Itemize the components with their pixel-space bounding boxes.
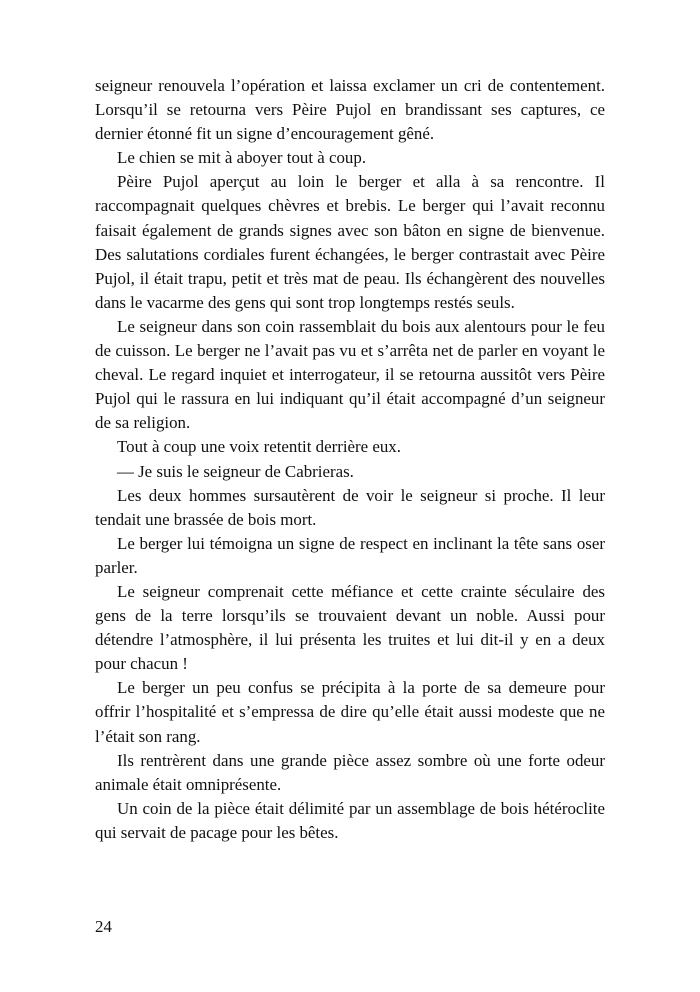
paragraph-lord-gathers-wood: Le seigneur dans son coin rassemblait du bois aux alentours pour le feu de cuisson. Le berger ne l’avait pas vu et s’arrêta net de parler en voyant le cheval. Le regard inquiet et interrogateur, il se retourna aussitôt vers Pèire Pujol qui le rassura en lui indiquant qu’il était accompagné d’un seigneur de sa religion. xyxy=(95,316,605,433)
page-body xyxy=(95,74,605,845)
paragraph-lord-understands: Le seigneur comprenait cette méfiance et cette crainte séculaire des gens de la terre lorsqu’ils se trouvaient devant un noble. Aussi pour détendre l’atmosphère, il lui présenta les truites et lui dit-il y en a deux pour chacun ! xyxy=(95,581,605,674)
page-number: 24 xyxy=(95,917,112,936)
paragraph-continuation: seigneur renouvela l’opération et laissa exclamer un cri de contentement. Lorsqu’il se retourna vers Pèire Pujol en brandissant ses captures, ce dernier étonné fit un signe d’encouragement gêné. xyxy=(95,76,605,144)
paragraph-shepherd-meeting: Pèire Pujol aperçut au loin le berger et alla à sa rencontre. Il raccompagnait quelques chèvres et brebis. Le berger qui l’avait reconnu faisait également de grands signes avec son bâton en signe de bienvenue. Des salutations cordiales furent échangées, le berger contrastait avec Pèire Pujol, il était trapu, petit et très mat de peau. Ils échangèrent des nouvelles dans le vacarme des gens qui sont trop longtemps restés seuls. xyxy=(95,172,605,312)
paragraph-dialogue-lord: — Je suis le seigneur de Cabrieras. xyxy=(117,461,354,481)
paragraph-dog-barks: Le chien se mit à aboyer tout à coup. xyxy=(117,148,367,168)
paragraph-pen-corner: Un coin de la pièce était délimité par un assemblage de bois hétéroclite qui servait de pacage pour les bêtes. xyxy=(95,798,605,842)
paragraph-men-startled: Les deux hommes sursautèrent de voir le seigneur si proche. Il leur tendait une brassée de bois mort. xyxy=(95,485,605,529)
paragraph-dark-room: Ils rentrèrent dans une grande pièce assez sombre où une forte odeur animale était omniprésente. xyxy=(95,750,605,794)
paragraph-shepherd-respect: Le berger lui témoigna un signe de respect en inclinant la tête sans oser parler. xyxy=(95,533,605,577)
paragraph-voice: Tout à coup une voix retentit derrière eux. xyxy=(117,437,401,457)
paragraph-hospitality: Le berger un peu confus se précipita à la porte de sa demeure pour offrir l’hospitalité et s’empressa de dire qu’elle était aussi modeste que ne l’était son rang. xyxy=(95,678,605,746)
